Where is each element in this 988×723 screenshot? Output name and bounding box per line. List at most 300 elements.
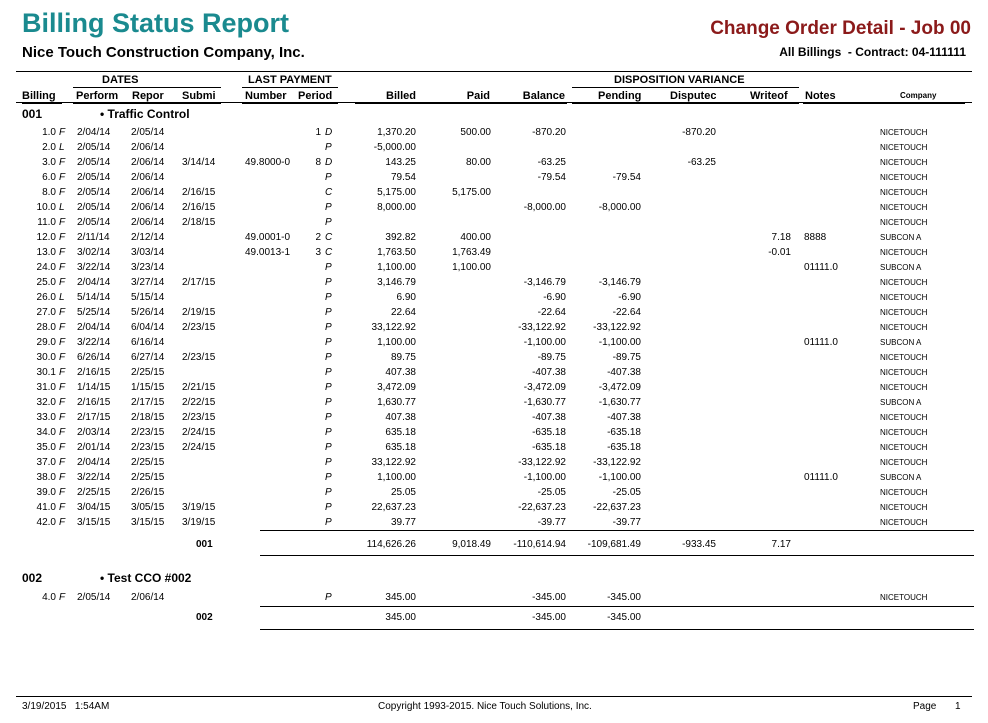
period-code: P — [325, 172, 332, 183]
billed-amount: 22,637.23 — [371, 502, 416, 513]
billing-type: F — [59, 217, 66, 228]
last-payment-rule — [242, 87, 338, 88]
billed-amount: 8,000.00 — [377, 202, 416, 213]
report-date: 2/25/15 — [131, 472, 165, 483]
table-row — [0, 426, 988, 441]
billing-type: F — [59, 262, 66, 273]
report-date: 5/26/14 — [131, 307, 165, 318]
billing-type: F — [59, 502, 66, 513]
billing-number: 13.0 — [36, 247, 56, 258]
billed-amount: 407.38 — [385, 367, 416, 378]
table-row — [0, 231, 988, 246]
billing-number: 1.0 — [42, 127, 56, 138]
col-pending: Pending — [598, 90, 642, 102]
total-pending: -345.00 — [607, 612, 641, 623]
pending-amount: -635.18 — [607, 427, 641, 438]
period-number: 1 — [315, 127, 321, 138]
billed-amount: -5,000.00 — [373, 142, 416, 153]
billed-amount: 1,763.50 — [377, 247, 416, 258]
billing-number: 3.0 — [42, 157, 56, 168]
report-date: 2/18/15 — [131, 412, 165, 423]
billed-amount: 1,370.20 — [377, 127, 416, 138]
col-report: Repor — [132, 90, 164, 102]
writeoff-amount: 7.18 — [771, 232, 791, 243]
company-name: Nice Touch Construction Company, Inc. — [22, 44, 305, 61]
period-code: P — [325, 292, 332, 303]
perform-date: 1/14/15 — [77, 382, 111, 393]
billing-number: 31.0 — [36, 382, 56, 393]
company-code: SUBCON A — [880, 398, 922, 407]
paid-amount: 500.00 — [460, 127, 491, 138]
balance-amount: -345.00 — [532, 592, 566, 603]
report-date: 3/27/14 — [131, 277, 165, 288]
company-code: NICETOUCH — [880, 503, 928, 512]
billing-type: F — [59, 322, 66, 333]
period-code: P — [325, 262, 332, 273]
table-row — [0, 186, 988, 201]
col-notes: Notes — [805, 90, 836, 102]
total-label: 001 — [196, 539, 213, 550]
company-code: NICETOUCH — [880, 413, 928, 422]
billing-number: 30.1 — [36, 367, 56, 378]
billing-type: F — [59, 247, 66, 258]
billed-amount: 1,100.00 — [377, 337, 416, 348]
perform-date: 2/16/15 — [77, 367, 111, 378]
perform-date: 2/05/14 — [77, 172, 111, 183]
period-code: P — [325, 472, 332, 483]
col-notes-underline — [803, 102, 965, 104]
company-code: NICETOUCH — [880, 188, 928, 197]
perform-date: 2/03/14 — [77, 427, 111, 438]
balance-amount: -89.75 — [537, 352, 566, 363]
col-amounts-underline — [355, 102, 567, 104]
table-row — [0, 381, 988, 396]
perform-date: 2/05/14 — [77, 142, 111, 153]
col-balance: Balance — [522, 90, 565, 102]
billed-amount: 143.25 — [385, 157, 416, 168]
period-code: P — [325, 217, 332, 228]
paid-amount: 1,763.49 — [452, 247, 491, 258]
col-paid: Paid — [466, 90, 490, 102]
table-row — [0, 141, 988, 156]
pending-amount: -39.77 — [612, 517, 641, 528]
billing-type: F — [59, 442, 66, 453]
billing-type: F — [59, 337, 66, 348]
billing-number: 29.0 — [36, 337, 56, 348]
balance-amount: -33,122.92 — [518, 322, 566, 333]
billing-type: F — [59, 352, 66, 363]
section-code: 002 — [22, 571, 43, 585]
period-code: P — [325, 412, 332, 423]
report-date: 2/06/14 — [131, 157, 165, 168]
report-title: Billing Status Report — [22, 8, 290, 38]
section-name: • Traffic Control — [100, 107, 190, 121]
period-code: D — [325, 157, 333, 168]
balance-amount: -22.64 — [537, 307, 566, 318]
paid-amount: 400.00 — [460, 232, 491, 243]
report-date: 2/06/14 — [131, 592, 165, 603]
billing-type: F — [59, 517, 66, 528]
submit-date: 2/16/15 — [182, 202, 216, 213]
pending-amount: -1,100.00 — [598, 472, 641, 483]
billing-number: 25.0 — [36, 277, 56, 288]
billed-amount: 392.82 — [385, 232, 416, 243]
pending-amount: -33,122.92 — [593, 457, 641, 468]
contract-label: Contract: 04-111111 — [855, 45, 966, 59]
period-code: P — [325, 202, 332, 213]
billing-type: F — [59, 127, 66, 138]
totals-bottom-rule — [260, 555, 974, 556]
notes-text: 01111.0 — [804, 337, 838, 348]
company-code: SUBCON A — [880, 338, 922, 347]
submit-date: 2/24/15 — [182, 427, 216, 438]
billing-type: F — [59, 382, 66, 393]
pending-amount: -1,100.00 — [598, 337, 641, 348]
pending-amount: -22,637.23 — [593, 502, 641, 513]
period-code: P — [325, 592, 332, 603]
dates-rule — [73, 87, 221, 88]
balance-amount: -870.20 — [532, 127, 566, 138]
table-row — [0, 276, 988, 291]
company-code: NICETOUCH — [880, 488, 928, 497]
company-code: NICETOUCH — [880, 248, 928, 257]
footer-date: 3/19/2015 — [22, 701, 67, 712]
period-code: C — [325, 247, 333, 258]
billing-number: 33.0 — [36, 412, 56, 423]
disputed-amount: -63.25 — [687, 157, 716, 168]
submit-date: 2/21/15 — [182, 382, 216, 393]
total-balance: -345.00 — [532, 612, 566, 623]
billing-type: F — [59, 172, 66, 183]
billing-number: 41.0 — [36, 502, 56, 513]
company-code: NICETOUCH — [880, 353, 928, 362]
perform-date: 2/16/15 — [77, 397, 111, 408]
balance-amount: -39.77 — [537, 517, 566, 528]
pending-amount: -33,122.92 — [593, 322, 641, 333]
billing-type: F — [59, 592, 66, 603]
billing-number: 38.0 — [36, 472, 56, 483]
table-row — [0, 171, 988, 186]
perform-date: 5/25/14 — [77, 307, 111, 318]
total-disputed: -933.45 — [682, 539, 716, 550]
balance-amount: -33,122.92 — [518, 457, 566, 468]
company-code: NICETOUCH — [880, 458, 928, 467]
balance-amount: -407.38 — [532, 412, 566, 423]
report-subtitle: Change Order Detail - Job 00 — [710, 18, 971, 39]
pending-amount: -407.38 — [607, 412, 641, 423]
pending-amount: -635.18 — [607, 442, 641, 453]
perform-date: 2/05/14 — [77, 592, 111, 603]
table-row — [0, 156, 988, 171]
perform-date: 3/22/14 — [77, 472, 111, 483]
pending-amount: -8,000.00 — [598, 202, 641, 213]
col-billed: Billed — [386, 90, 416, 102]
billing-type: F — [59, 367, 66, 378]
billing-type: F — [59, 157, 66, 168]
col-submit: Submi — [182, 90, 216, 102]
footer-rule — [16, 696, 972, 697]
col-number: Number — [245, 90, 287, 102]
billed-amount: 1,100.00 — [377, 472, 416, 483]
billing-number: 42.0 — [36, 517, 56, 528]
balance-amount: -1,100.00 — [523, 337, 566, 348]
report-date: 6/27/14 — [131, 352, 165, 363]
period-number: 8 — [315, 157, 321, 168]
balance-amount: -635.18 — [532, 427, 566, 438]
billing-type: F — [59, 277, 66, 288]
submit-date: 2/18/15 — [182, 217, 216, 228]
company-code: NICETOUCH — [880, 593, 928, 602]
billings-contract: All Billings - Contract: 04-111111 — [779, 45, 966, 59]
report-date: 3/23/14 — [131, 262, 165, 273]
col-billing-underline — [22, 102, 62, 104]
billed-amount: 635.18 — [385, 427, 416, 438]
col-disputed: Disputec — [670, 90, 716, 102]
billing-number: 4.0 — [42, 592, 56, 603]
period-code: P — [325, 367, 332, 378]
table-row — [0, 396, 988, 411]
billing-type: F — [59, 412, 66, 423]
period-number: 3 — [315, 247, 321, 258]
perform-date: 5/14/14 — [77, 292, 111, 303]
billed-amount: 25.05 — [390, 487, 416, 498]
report-date: 5/15/14 — [131, 292, 165, 303]
company-code: NICETOUCH — [880, 128, 928, 137]
billing-type: F — [59, 472, 66, 483]
report-date: 2/23/15 — [131, 442, 165, 453]
report-date: 1/15/15 — [131, 382, 165, 393]
table-row — [0, 246, 988, 261]
billed-amount: 1,100.00 — [377, 262, 416, 273]
billed-amount: 345.00 — [385, 592, 416, 603]
billed-amount: 79.54 — [390, 172, 416, 183]
perform-date: 2/04/14 — [77, 277, 111, 288]
billing-type: L — [59, 292, 65, 303]
balance-amount: -3,472.09 — [523, 382, 566, 393]
submit-date: 3/19/15 — [182, 502, 216, 513]
period-code: P — [325, 487, 332, 498]
balance-amount: -6.90 — [543, 292, 566, 303]
billed-amount: 5,175.00 — [377, 187, 416, 198]
notes-text: 01111.0 — [804, 472, 838, 483]
period-code: P — [325, 502, 332, 513]
perform-date: 3/02/14 — [77, 247, 111, 258]
pending-amount: -25.05 — [612, 487, 641, 498]
company-code: NICETOUCH — [880, 173, 928, 182]
balance-amount: -3,146.79 — [523, 277, 566, 288]
balance-amount: -79.54 — [537, 172, 566, 183]
report-date: 2/06/14 — [131, 217, 165, 228]
col-period: Period — [298, 90, 333, 102]
table-row — [0, 471, 988, 486]
col-writeoff: Writeof — [750, 90, 788, 102]
billing-type: F — [59, 232, 66, 243]
billing-number: 11.0 — [37, 217, 56, 228]
perform-date: 2/05/14 — [77, 217, 111, 228]
period-code: P — [325, 382, 332, 393]
billing-type: L — [59, 202, 65, 213]
table-row — [0, 441, 988, 456]
report-date: 2/05/14 — [131, 127, 165, 138]
report-date: 3/15/15 — [131, 517, 165, 528]
table-row — [0, 261, 988, 276]
submit-date: 2/22/15 — [182, 397, 216, 408]
footer-timestamp — [22, 701, 109, 712]
billing-type: F — [59, 487, 66, 498]
perform-date: 2/05/14 — [77, 202, 111, 213]
table-row — [0, 126, 988, 141]
table-row — [0, 591, 988, 606]
submit-date: 2/19/15 — [182, 307, 216, 318]
report-date: 3/05/15 — [131, 502, 165, 513]
company-code: NICETOUCH — [880, 383, 928, 392]
pending-amount: -6.90 — [618, 292, 641, 303]
col-variance-underline — [572, 102, 799, 104]
billed-amount: 635.18 — [385, 442, 416, 453]
submit-date: 3/19/15 — [182, 517, 216, 528]
billing-number: 26.0 — [36, 292, 56, 303]
report-date: 2/06/14 — [131, 142, 165, 153]
company-code: NICETOUCH — [880, 203, 928, 212]
total-balance: -110,614.94 — [513, 539, 566, 550]
paid-amount: 80.00 — [465, 157, 491, 168]
report-date: 2/17/15 — [131, 397, 165, 408]
report-date: 2/06/14 — [131, 187, 165, 198]
header-top-rule — [16, 71, 972, 72]
billed-amount: 407.38 — [385, 412, 416, 423]
billed-amount: 6.90 — [396, 292, 416, 303]
total-writeoff: 7.17 — [771, 539, 791, 550]
submit-date: 2/23/15 — [182, 322, 216, 333]
company-code: SUBCON A — [880, 473, 922, 482]
perform-date: 2/04/14 — [77, 322, 111, 333]
billing-number: 24.0 — [36, 262, 56, 273]
report-date: 2/25/15 — [131, 367, 165, 378]
table-row — [0, 456, 988, 471]
billing-number: 39.0 — [36, 487, 56, 498]
table-row — [0, 306, 988, 321]
billing-number: 34.0 — [36, 427, 56, 438]
footer-page-label: Page — [913, 701, 937, 712]
period-code: P — [325, 517, 332, 528]
company-code: NICETOUCH — [880, 323, 928, 332]
report-date: 2/26/15 — [131, 487, 165, 498]
table-row — [0, 411, 988, 426]
billing-number: 8.0 — [42, 187, 56, 198]
period-code: C — [325, 187, 333, 198]
submit-date: 2/17/15 — [182, 277, 216, 288]
perform-date: 2/17/15 — [77, 412, 111, 423]
group-disposition: DISPOSITION VARIANCE — [614, 74, 745, 86]
period-code: P — [325, 352, 332, 363]
balance-amount: -25.05 — [537, 487, 566, 498]
company-code: NICETOUCH — [880, 518, 928, 527]
paid-amount: 5,175.00 — [452, 187, 491, 198]
billing-type: F — [59, 457, 66, 468]
notes-text: 01111.0 — [804, 262, 838, 273]
perform-date: 6/26/14 — [77, 352, 111, 363]
balance-amount: -1,100.00 — [523, 472, 566, 483]
footer-time: 1:54AM — [74, 701, 110, 712]
period-code: P — [325, 457, 332, 468]
billed-amount: 39.77 — [390, 517, 416, 528]
company-code: NICETOUCH — [880, 293, 928, 302]
report-date: 2/23/15 — [131, 427, 165, 438]
billed-amount: 22.64 — [390, 307, 416, 318]
perform-date: 3/15/15 — [77, 517, 111, 528]
period-code: P — [325, 277, 332, 288]
col-company: Company — [900, 91, 937, 100]
payment-number: 49.0013-1 — [245, 247, 291, 258]
footer-copyright: Copyright 1993-2015. Nice Touch Solutions, Inc. — [378, 701, 592, 712]
billing-number: 12.0 — [36, 232, 56, 243]
section-code: 001 — [22, 107, 43, 121]
table-row — [0, 321, 988, 336]
perform-date: 2/25/15 — [77, 487, 111, 498]
period-code: P — [325, 142, 332, 153]
company-code: NICETOUCH — [880, 218, 928, 227]
billing-number: 10.0 — [36, 202, 56, 213]
pending-amount: -3,146.79 — [598, 277, 641, 288]
billing-number: 6.0 — [42, 172, 56, 183]
billing-number: 32.0 — [36, 397, 56, 408]
billing-type: F — [59, 427, 66, 438]
billing-type: L — [59, 142, 65, 153]
period-code: P — [325, 337, 332, 348]
table-row — [0, 201, 988, 216]
period-code: P — [325, 307, 332, 318]
totals-row — [0, 538, 988, 553]
period-code: P — [325, 427, 332, 438]
table-row — [0, 336, 988, 351]
submit-date: 2/24/15 — [182, 442, 216, 453]
perform-date: 3/22/14 — [77, 262, 111, 273]
balance-amount: -22,637.23 — [518, 502, 566, 513]
period-code: P — [325, 442, 332, 453]
period-code: P — [325, 322, 332, 333]
report-date: 2/25/15 — [131, 457, 165, 468]
total-billed: 345.00 — [385, 612, 416, 623]
balance-amount: -407.38 — [532, 367, 566, 378]
company-code: NICETOUCH — [880, 158, 928, 167]
company-code: NICETOUCH — [880, 428, 928, 437]
perform-date: 3/04/15 — [77, 502, 111, 513]
pending-amount: -22.64 — [612, 307, 641, 318]
writeoff-amount: -0.01 — [768, 247, 791, 258]
perform-date: 2/05/14 — [77, 157, 111, 168]
company-code: SUBCON A — [880, 263, 922, 272]
section-name: • Test CCO #002 — [100, 571, 192, 585]
pending-amount: -3,472.09 — [598, 382, 641, 393]
table-row — [0, 216, 988, 231]
totals-bottom-rule — [260, 629, 974, 630]
billed-amount: 33,122.92 — [371, 457, 416, 468]
perform-date: 2/05/14 — [77, 187, 111, 198]
billing-number: 30.0 — [36, 352, 56, 363]
payment-number: 49.0001-0 — [245, 232, 291, 243]
billed-amount: 33,122.92 — [371, 322, 416, 333]
perform-date: 2/11/14 — [77, 232, 110, 243]
billing-number: 27.0 — [36, 307, 56, 318]
total-label: 002 — [196, 612, 213, 623]
col-payment-underline — [242, 102, 338, 104]
total-paid: 9,018.49 — [452, 539, 491, 550]
company-code: NICETOUCH — [880, 143, 928, 152]
col-perform: Perform — [76, 90, 119, 102]
totals-row — [0, 611, 988, 626]
perform-date: 2/04/14 — [77, 457, 111, 468]
billed-amount: 89.75 — [390, 352, 416, 363]
